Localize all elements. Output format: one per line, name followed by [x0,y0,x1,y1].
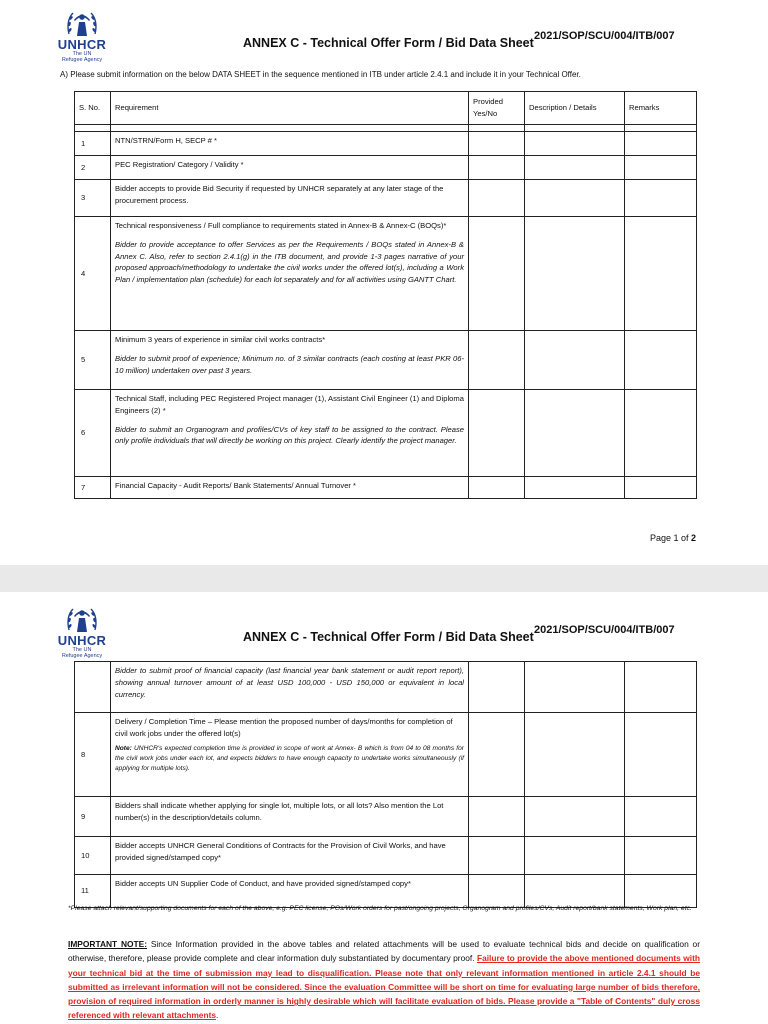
footnote: *Please attach relevant/supporting documents for each of the above, e.g. PEC license, POs/Work orders for past/ongoing projects, Organogram and profiles/CVs, Audit report/bank statements, Work plan, etc. [68,905,692,912]
logo-brand: UNHCR [57,633,107,648]
remarks-cell[interactable] [625,875,697,908]
description-cell[interactable] [525,331,625,390]
serial-number: 1 [75,132,111,156]
serial-number: 11 [75,875,111,908]
unhcr-emblem-icon [63,8,101,38]
requirement-text: PEC Registration/ Category / Validity * [115,160,244,169]
page-number-prefix: Page 1 of [650,533,692,543]
financial-capacity-continuation: Bidder to submit proof of financial capacity (last financial year bank statement or audit report report), showing annual turnover amount of at least USD 100,000 - USD 150,000 or equivalent in local currency. [115,666,464,699]
table-row [75,662,697,713]
requirement-text: Bidder accepts to provide Bid Security if requested by UNHCR separately at any later stage of the procurement process. [115,184,444,205]
serial-number: 8 [75,713,111,797]
table-row [75,713,697,797]
document-title: ANNEX C - Technical Offer Form / Bid Data Sheet [243,36,534,50]
bid-data-table-page1 [74,91,697,499]
header-remarks: Remarks [625,92,697,125]
unhcr-logo [52,8,112,63]
provided-cell[interactable] [469,180,525,217]
document-reference: 2021/SOP/SCU/004/ITB/007 [534,30,675,42]
requirement-text: Bidder accepts UN Supplier Code of Conduct, and have provided signed/stamped copy* [115,879,411,888]
description-cell[interactable] [525,390,625,477]
serial-number: 7 [75,477,111,499]
requirement-text: Bidders shall indicate whether applying for single lot, multiple lots, or all lots? Also mention the Lot number(s) in the description/details column. [115,801,444,822]
unhcr-emblem-icon [63,604,101,634]
description-cell[interactable] [525,217,625,331]
provided-cell[interactable] [469,837,525,875]
table-row [75,875,697,908]
provided-cell[interactable] [469,217,525,331]
remarks-cell[interactable] [625,390,697,477]
page-gap [0,565,768,592]
important-note [68,937,700,1023]
requirement-note: Bidder to provide acceptance to offer Services as per the Requirements / BOQs stated in Annex-B & Annex C. Also, refer to section 2.4.1(g) in the ITB document, and provide 1-3 pages narrative of your proposed approach/methodology to undertake the civil works under the offered lot(s), including a Work Plan / implementation plan (schedule) for each lot separately and for all activities using GANTT Chart. [115,239,464,285]
requirement-text: Delivery / Completion Time – Please mention the proposed number of days/months for completion of civil work jobs under the offered lot(s) [115,717,453,738]
document-reference: 2021/SOP/SCU/004/ITB/007 [534,624,675,636]
provided-cell[interactable] [469,797,525,837]
logo-brand: UNHCR [57,37,107,52]
description-cell[interactable] [525,477,625,499]
note-label: Note: [115,744,132,752]
remarks-cell[interactable] [625,477,697,499]
logo-subtitle-line1: The UN [72,51,92,57]
table-row [75,156,697,180]
important-warning: Failure to provide the above mentioned documents with your technical bid at the time of submission may lead to disqualification. Please note that only relevant information mentioned in article 2.4.1 should be submitted as irrelevant information will not be considered. Since the evaluation Committee will be short on time for evaluating large number of bids therefore, provision of required information in orderly manner is highly desirable which will facilitate evaluation of bids. Please provide a "Table of Contents" duly cross referenced with relevant attachments [68,953,700,1021]
requirement-text: Technical responsiveness / Full compliance to requirements stated in Annex-B & Annex-C (BOQs)* [115,221,447,230]
description-cell[interactable] [525,132,625,156]
header-requirement: Requirement [111,92,469,125]
requirement-cell [111,132,469,156]
remarks-cell[interactable] [625,331,697,390]
requirement-text: Minimum 3 years of experience in similar civil works contracts* [115,335,326,344]
instruction-text: A) Please submit information on the below DATA SHEET in the sequence mentioned in ITB under article 2.4.1 and include it in your Technical Offer. [60,70,581,79]
description-cell[interactable] [525,797,625,837]
requirement-cell [111,477,469,499]
provided-cell[interactable] [469,875,525,908]
description-cell[interactable] [525,713,625,797]
table-row [75,797,697,837]
requirement-note [115,744,464,775]
table-row [75,390,697,477]
remarks-cell[interactable] [625,713,697,797]
requirement-cell [111,217,469,331]
requirement-cell [111,331,469,390]
serial-number: 5 [75,331,111,390]
requirement-text: NTN/STRN/Form H, SECP # * [115,136,217,145]
provided-cell[interactable] [469,331,525,390]
important-text: Since Information provided in the above tables and related attachments will be used to evaluate technical bids and decide on qualification or otherwise, therefore, please provide complete and clear information duly substantiated by documentary proof. [68,939,700,964]
requirement-text: Bidder accepts UNHCR General Conditions of Contracts for the Provision of Civil Works, and have provided signed/stamped copy* [115,841,446,862]
table-row [75,217,697,331]
logo-subtitle-line2: Refugee Agency [61,653,103,659]
provided-cell[interactable] [469,132,525,156]
header-sno: S. No. [75,92,111,125]
bid-data-table-page2 [74,661,697,908]
requirement-cell [111,156,469,180]
table-row [75,837,697,875]
provided-cell[interactable] [469,156,525,180]
page-number-total: 2 [691,533,697,543]
document-title: ANNEX C - Technical Offer Form / Bid Data Sheet [243,630,534,644]
remarks-cell[interactable] [625,217,697,331]
serial-number: 4 [75,217,111,331]
table-row [75,132,697,156]
remarks-cell[interactable] [625,797,697,837]
requirement-cell [111,713,469,797]
header-description: Description / Details [525,92,625,125]
serial-number: 2 [75,156,111,180]
provided-cell[interactable] [469,390,525,477]
table-row [75,477,697,499]
remarks-cell[interactable] [625,156,697,180]
remarks-cell[interactable] [625,180,697,217]
header-provided: Provided Yes/No [469,92,525,125]
unhcr-logo-page2 [52,604,112,659]
table-row [75,331,697,390]
note-text: UNHCR's expected completion time is provided in scope of work at Annex- B which is from 04 to 08 months for the civil work jobs under each lot, and expects bidders to have enough capacity to undertake works simultaneously (if applying for multiple lots). [115,744,464,772]
requirement-text: Financial Capacity - Audit Reports/ Bank Statements/ Annual Turnover * [115,481,357,490]
serial-number: 3 [75,180,111,217]
requirement-note: Bidder to submit an Organogram and profiles/CVs of key staff to be assigned to the contract. Please only profile individuals that will directly be working on this project. Clearly identify the project manager. [115,424,464,446]
table-row [75,180,697,217]
remarks-cell[interactable] [625,837,697,875]
remarks-cell[interactable] [625,132,697,156]
logo-subtitle-line1: The UN [72,647,92,653]
requirement-cell [111,180,469,217]
requirement-cell [111,875,469,908]
table-header-row [75,92,697,125]
requirement-cell [111,837,469,875]
requirement-text: Technical Staff, including PEC Registered Project manager (1), Assistant Civil Engineer (1) and Diploma Engineers (2) * [115,394,464,415]
important-end: . [216,1010,219,1021]
provided-cell[interactable] [469,713,525,797]
page-number [650,533,696,543]
document-page-2 [0,592,768,1024]
requirement-note: Bidder to submit proof of experience; Minimum no. of 3 similar contracts (each costing at least PKR 06-10 million) undertaken over past 3 years. [115,353,464,375]
description-cell[interactable] [525,837,625,875]
provided-cell[interactable] [469,477,525,499]
description-cell[interactable] [525,156,625,180]
serial-number: 10 [75,837,111,875]
serial-number: 6 [75,390,111,477]
description-cell[interactable] [525,875,625,908]
requirement-cell [111,797,469,837]
logo-subtitle-line2: Refugee Agency [61,57,103,63]
important-label: IMPORTANT NOTE: [68,939,148,949]
serial-number: 9 [75,797,111,837]
description-cell[interactable] [525,180,625,217]
requirement-cell [111,390,469,477]
